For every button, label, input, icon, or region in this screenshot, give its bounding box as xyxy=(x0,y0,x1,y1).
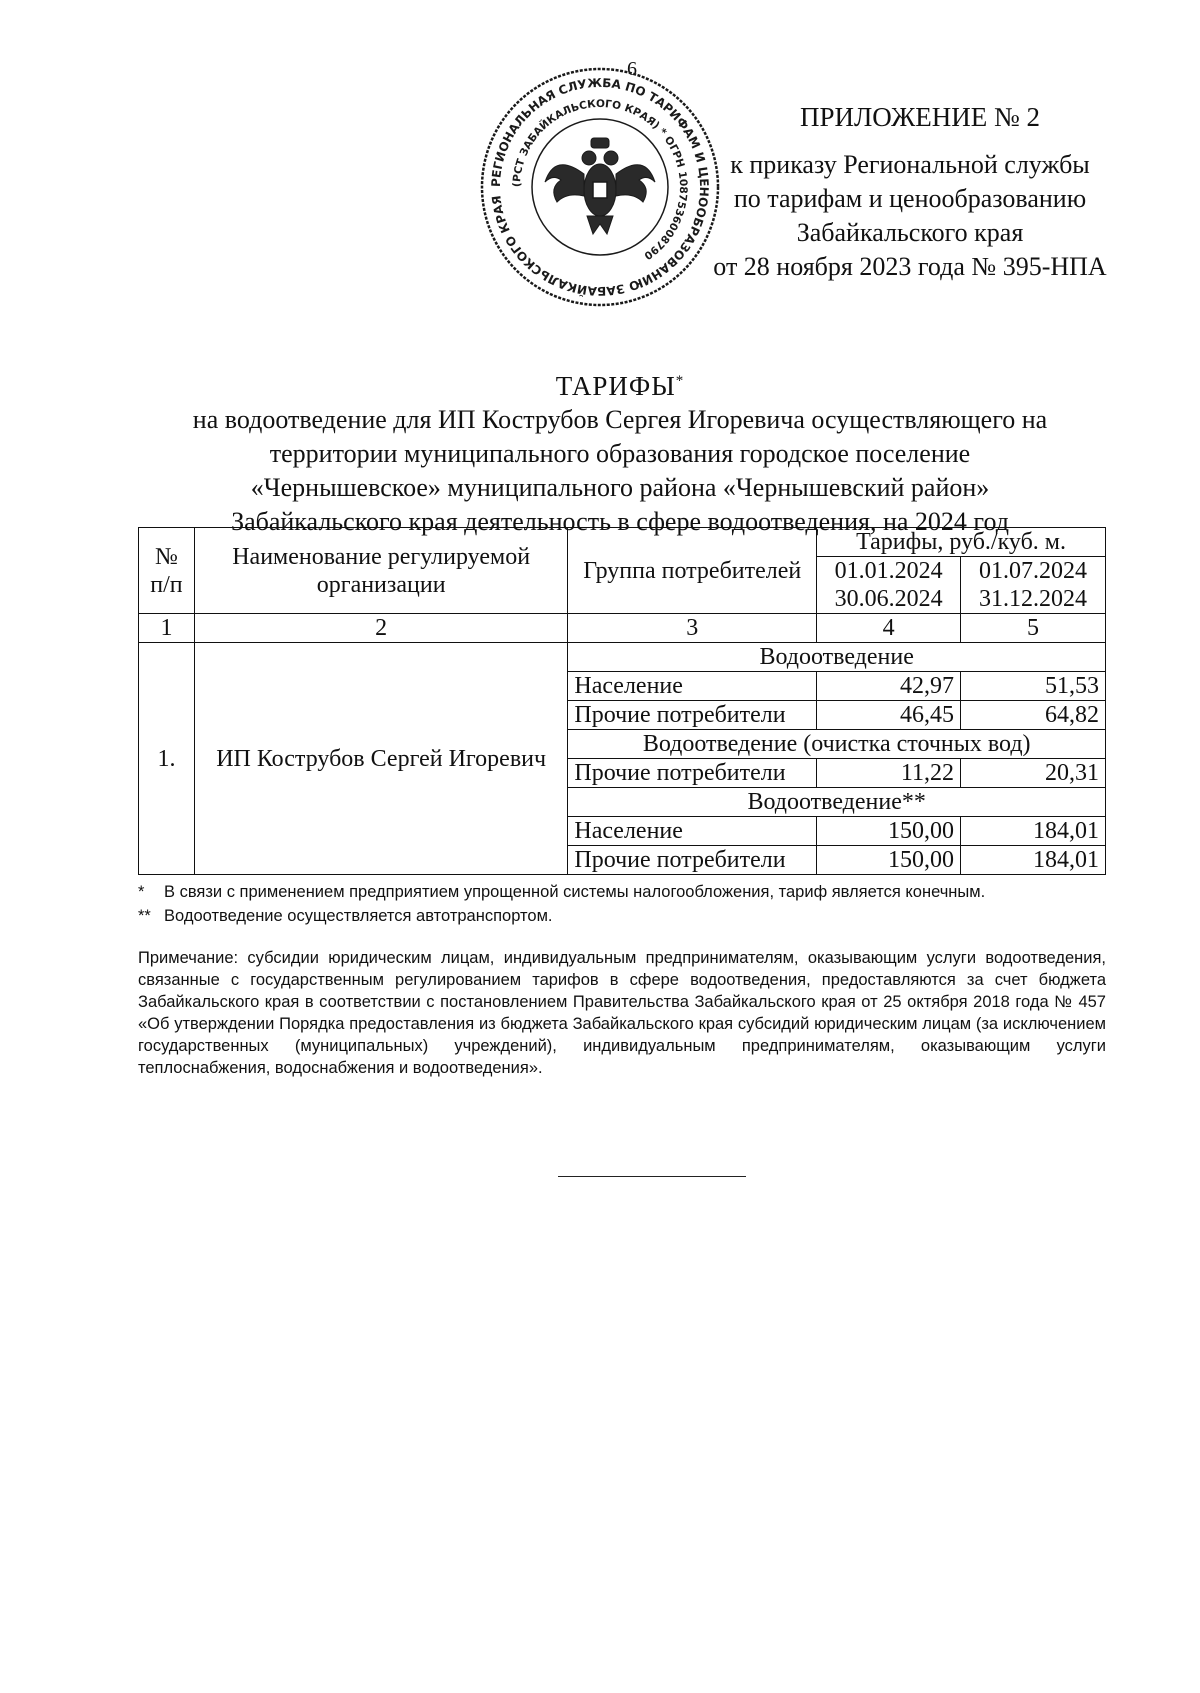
header-period2-to: 31.12.2024 xyxy=(961,585,1106,614)
organization-name: ИП Кострубов Сергей Игоревич xyxy=(194,643,567,875)
footnote-text: Водоотведение осуществляется автотранспортом. xyxy=(164,907,553,925)
footnote-mark: ** xyxy=(138,907,151,925)
row-number: 1. xyxy=(139,643,195,875)
footnote xyxy=(138,904,985,928)
header-period1-to: 30.06.2024 xyxy=(817,585,961,614)
section-title: Водоотведение (очистка сточных вод) xyxy=(568,730,1106,759)
note-paragraph: Примечание: субсидии юридическим лицам, индивидуальным предпринимателям, оказывающим услуги водоотведения, связанные с государственным регулированием тарифов в сфере водоотведения, предоставляются за счет бюджета Забайкальского края в соответствии с постановлением Правительства Забайкальского края от 25 октября 2018 года № 457 «Об утверждении Порядка предоставления из бюджета Забайкальского края субсидий юридическим лицам (за исключением государственных (муниципальных) учреждений), индивидуальным предпринимателям, оказывающим услуги теплоснабжения, водоснабжения и водоотведения». xyxy=(138,949,1106,1077)
tariff-value: 51,53 xyxy=(961,672,1106,701)
column-numbers-row xyxy=(139,614,1106,643)
end-divider xyxy=(558,1176,746,1177)
tariff-value: 46,45 xyxy=(817,701,961,730)
section-title: Водоотведение** xyxy=(568,788,1106,817)
consumer-group: Прочие потребители xyxy=(568,759,817,788)
column-number: 4 xyxy=(817,614,961,643)
consumer-group: Прочие потребители xyxy=(568,701,817,730)
header-period2-from: 01.07.2024 xyxy=(961,557,1106,586)
tariff-value: 20,31 xyxy=(961,759,1106,788)
table-row xyxy=(139,643,1106,672)
consumer-group: Прочие потребители xyxy=(568,846,817,875)
header-organization: Наименование регулируемой организации xyxy=(194,528,567,614)
footnote-mark: * xyxy=(138,883,145,901)
appendix-line: Забайкальского края xyxy=(796,218,1024,247)
tariff-value: 184,01 xyxy=(961,817,1106,846)
header-consumer-group: Группа потребителей xyxy=(568,528,817,614)
tariff-value: 184,01 xyxy=(961,846,1106,875)
column-number: 5 xyxy=(961,614,1106,643)
heading-line: «Чернышевское» муниципального района «Чернышевский район» xyxy=(250,473,990,502)
heading-line: Забайкальского края деятельность в сфере водоотведения, на 2024 год xyxy=(231,507,1009,536)
eagle-emblem-icon xyxy=(545,138,655,234)
heading-line: на водоотведение для ИП Кострубов Сергея Игоревича осуществляющего на xyxy=(192,405,1048,434)
document-heading xyxy=(140,364,1100,539)
column-number: 3 xyxy=(568,614,817,643)
tariff-value: 42,97 xyxy=(817,672,961,701)
official-seal xyxy=(475,62,725,312)
header-number: № п/п xyxy=(139,528,195,614)
seal-outer-text: РЕГИОНАЛЬНАЯ СЛУЖБА ПО ТАРИФАМ И ЦЕНООБРАЗОВАНИЮ ЗАБАЙКАЛЬСКОГО КРАЯ xyxy=(488,75,712,299)
consumer-group: Население xyxy=(568,817,817,846)
section-title: Водоотведение xyxy=(568,643,1106,672)
header-tariffs: Тарифы, руб./куб. м. xyxy=(817,528,1106,557)
seal-inner-text: (РСТ ЗАБАЙКАЛЬСКОГО КРАЯ) * ОГРН 1087536008790 xyxy=(510,97,690,262)
appendix-line: к приказу Региональной службы xyxy=(730,150,1090,179)
heading-line: территории муниципального образования городское поселение xyxy=(269,439,971,468)
column-number: 1 xyxy=(139,614,195,643)
heading-title: ТАРИФЫ* xyxy=(555,371,685,401)
tariff-value: 11,22 xyxy=(817,759,961,788)
column-number: 2 xyxy=(194,614,567,643)
appendix-header xyxy=(700,100,1120,284)
consumer-group: Население xyxy=(568,672,817,701)
header-period1-from: 01.01.2024 xyxy=(817,557,961,586)
tariff-value: 150,00 xyxy=(817,846,961,875)
appendix-line: по тарифам и ценообразованию xyxy=(733,184,1087,213)
footnotes xyxy=(138,880,985,928)
tariff-value: 64,82 xyxy=(961,701,1106,730)
tariff-value: 150,00 xyxy=(817,817,961,846)
footnote xyxy=(138,880,985,904)
heading-title-mark: * xyxy=(675,373,685,389)
tariff-table xyxy=(138,527,1106,875)
footnote-text: В связи с применением предприятием упрощенной системы налогообложения, тариф является конечным. xyxy=(164,883,986,901)
appendix-title: ПРИЛОЖЕНИЕ № 2 xyxy=(799,102,1041,132)
appendix-line: от 28 ноября 2023 года № 395-НПА xyxy=(713,252,1107,281)
page-number: 6 xyxy=(627,58,637,80)
